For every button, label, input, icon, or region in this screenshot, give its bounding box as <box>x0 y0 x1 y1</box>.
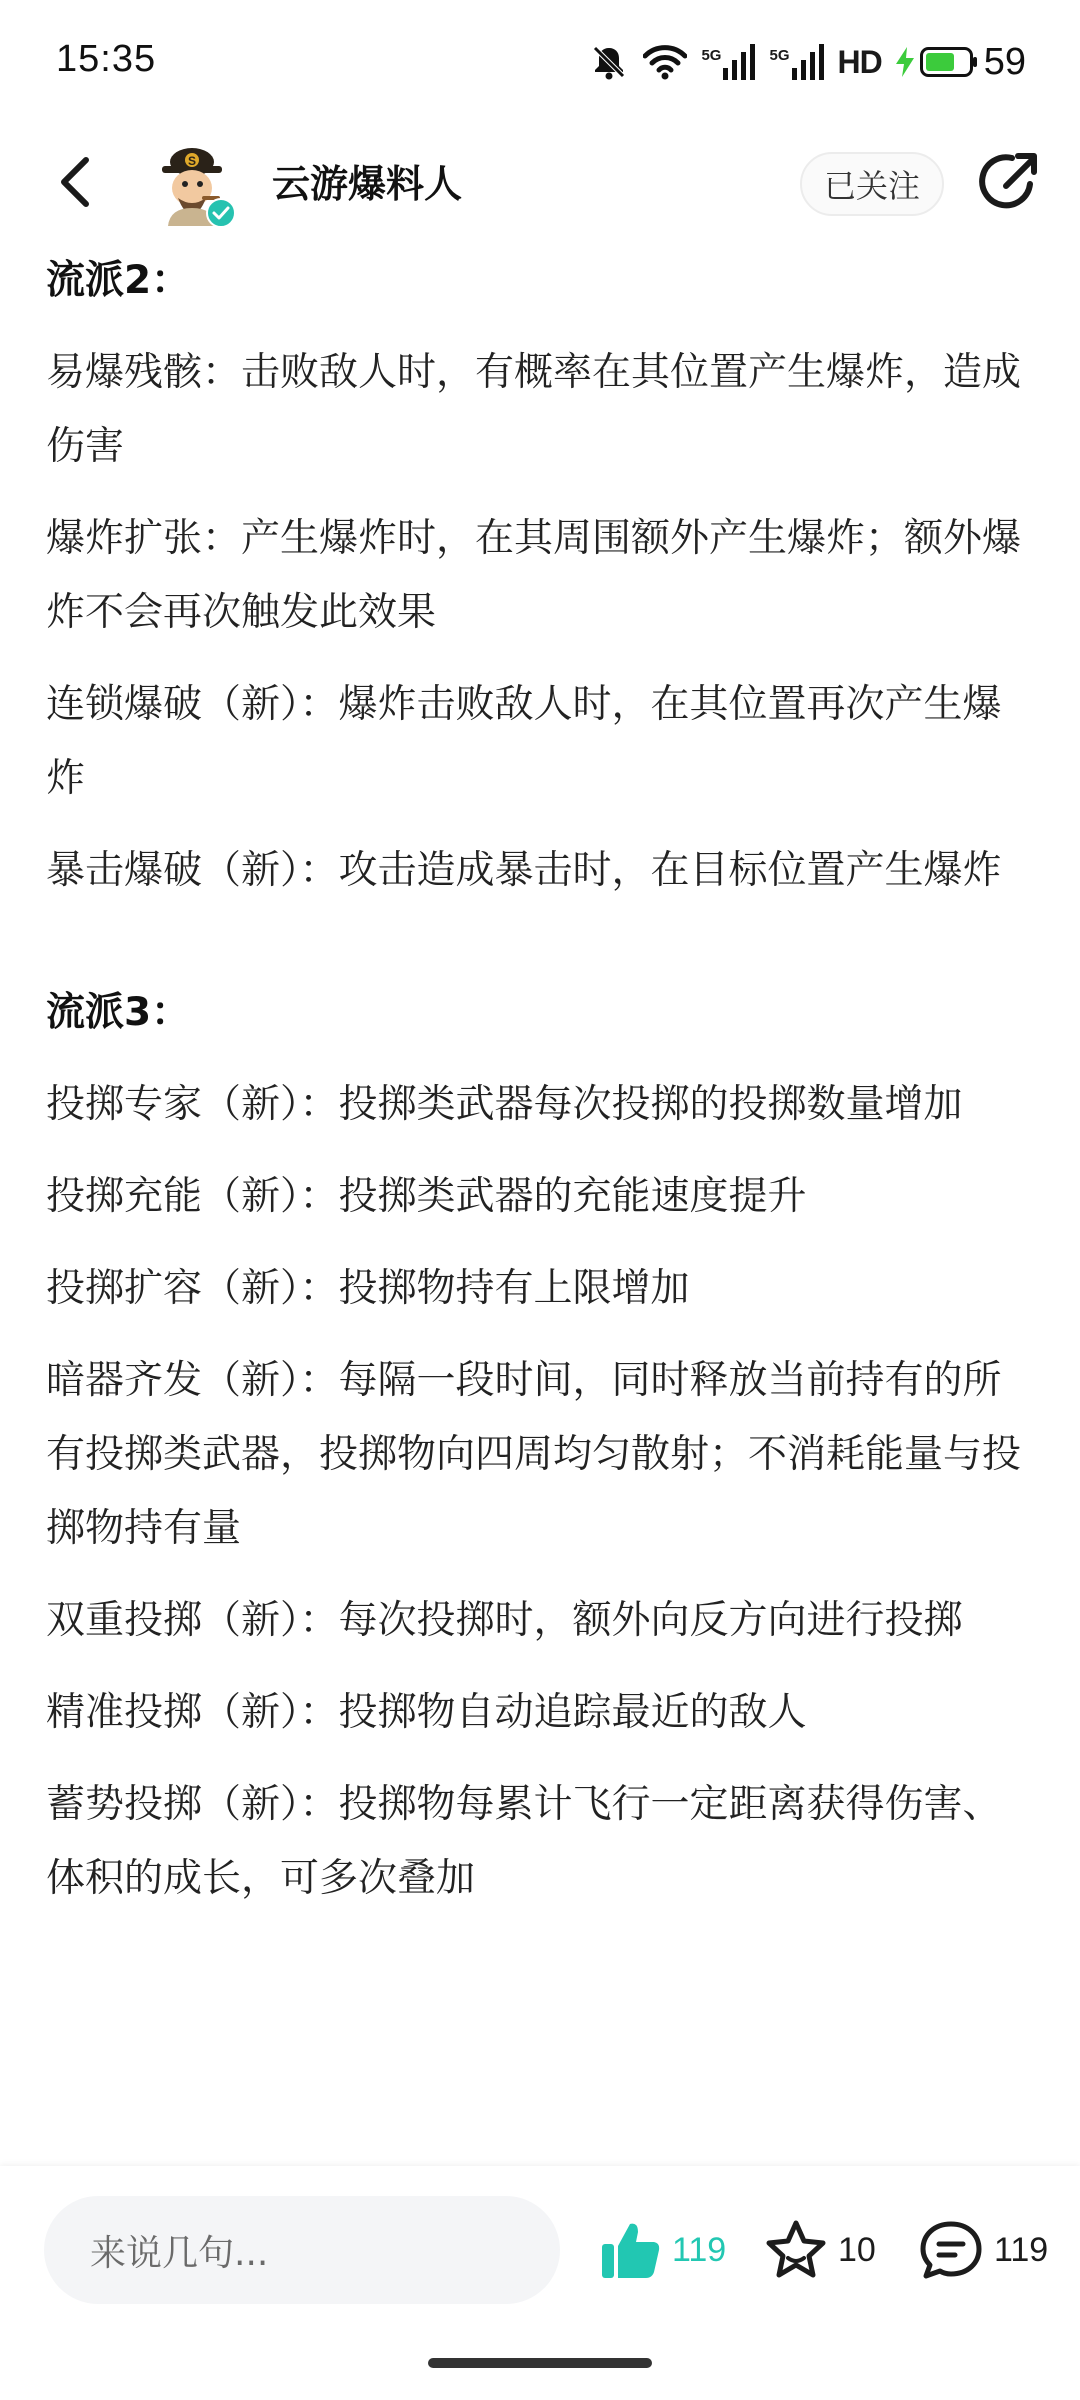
paragraph: 蓄势投掷（新）：投掷物每累计飞行一定距离获得伤害、体积的成长，可多次叠加 <box>46 1782 1002 1901</box>
sim1-signal-icon: 5G <box>701 44 755 80</box>
author-name[interactable]: 云游爆料人 <box>272 162 463 206</box>
comment-button[interactable] <box>918 2212 1048 2288</box>
verified-badge-icon <box>206 198 236 228</box>
favorite-count: 10 <box>838 2230 876 2269</box>
svg-text:S: S <box>187 154 197 168</box>
paragraph: 投掷扩容（新）：投掷物持有上限增加 <box>46 1266 690 1311</box>
sim2-signal-icon: 5G <box>769 44 823 80</box>
battery-indicator <box>896 41 1026 84</box>
star-icon <box>764 2218 828 2282</box>
paragraph: 易爆残骸：击败敌人时，有概率在其位置产生爆炸，造成伤害 <box>46 350 1022 469</box>
thumbs-up-icon <box>598 2218 662 2282</box>
article-body <box>46 244 1026 1934</box>
comment-count: 119 <box>994 2230 1049 2269</box>
charging-icon <box>896 47 914 77</box>
article-header <box>0 128 1080 244</box>
hd-icon: HD <box>837 43 882 80</box>
comment-input[interactable]: 来说几句... <box>44 2196 560 2304</box>
share-icon <box>976 148 1040 218</box>
favorite-button[interactable] <box>764 2212 876 2288</box>
share-button[interactable] <box>976 148 1040 218</box>
follow-button[interactable]: 已关注 <box>800 152 944 216</box>
status-bar <box>0 0 1080 128</box>
paragraph: 暴击爆破（新）：攻击造成暴击时，在目标位置产生爆炸 <box>46 848 1002 893</box>
paragraph: 暗器齐发（新）：每隔一段时间，同时释放当前持有的所有投掷类武器，投掷物向四周均匀散射；不消耗能量与投掷物持有量 <box>46 1358 1022 1551</box>
battery-level: 59 <box>983 40 1026 83</box>
paragraph: 爆炸扩张：产生爆炸时，在其周围额外产生爆炸；额外爆炸不会再次触发此效果 <box>46 516 1022 635</box>
paragraph: 精准投掷（新）：投掷物自动追踪最近的敌人 <box>46 1690 807 1735</box>
like-button[interactable] <box>598 2212 726 2288</box>
back-arrow-icon <box>56 154 96 210</box>
paragraph: 连锁爆破（新）：爆炸击败敌人时，在其位置再次产生爆炸 <box>46 682 1002 801</box>
status-time: 15:35 <box>56 38 157 80</box>
section-title: 流派2： <box>46 258 191 303</box>
mute-icon <box>589 42 629 82</box>
battery-icon <box>920 47 978 77</box>
paragraph: 投掷专家（新）：投掷类武器每次投掷的投掷数量增加 <box>46 1082 963 1127</box>
paragraph: 投掷充能（新）：投掷类武器的充能速度提升 <box>46 1174 807 1219</box>
comment-bubble-icon <box>918 2218 984 2282</box>
like-count: 119 <box>672 2230 727 2269</box>
back-button[interactable] <box>44 150 108 214</box>
paragraph: 双重投掷（新）：每次投掷时，额外向反方向进行投掷 <box>46 1598 963 1643</box>
section-title: 流派3： <box>46 990 191 1035</box>
home-indicator[interactable] <box>428 2358 652 2368</box>
section-spacer <box>46 926 1026 976</box>
wifi-icon <box>643 44 687 80</box>
status-icons <box>589 36 1026 88</box>
